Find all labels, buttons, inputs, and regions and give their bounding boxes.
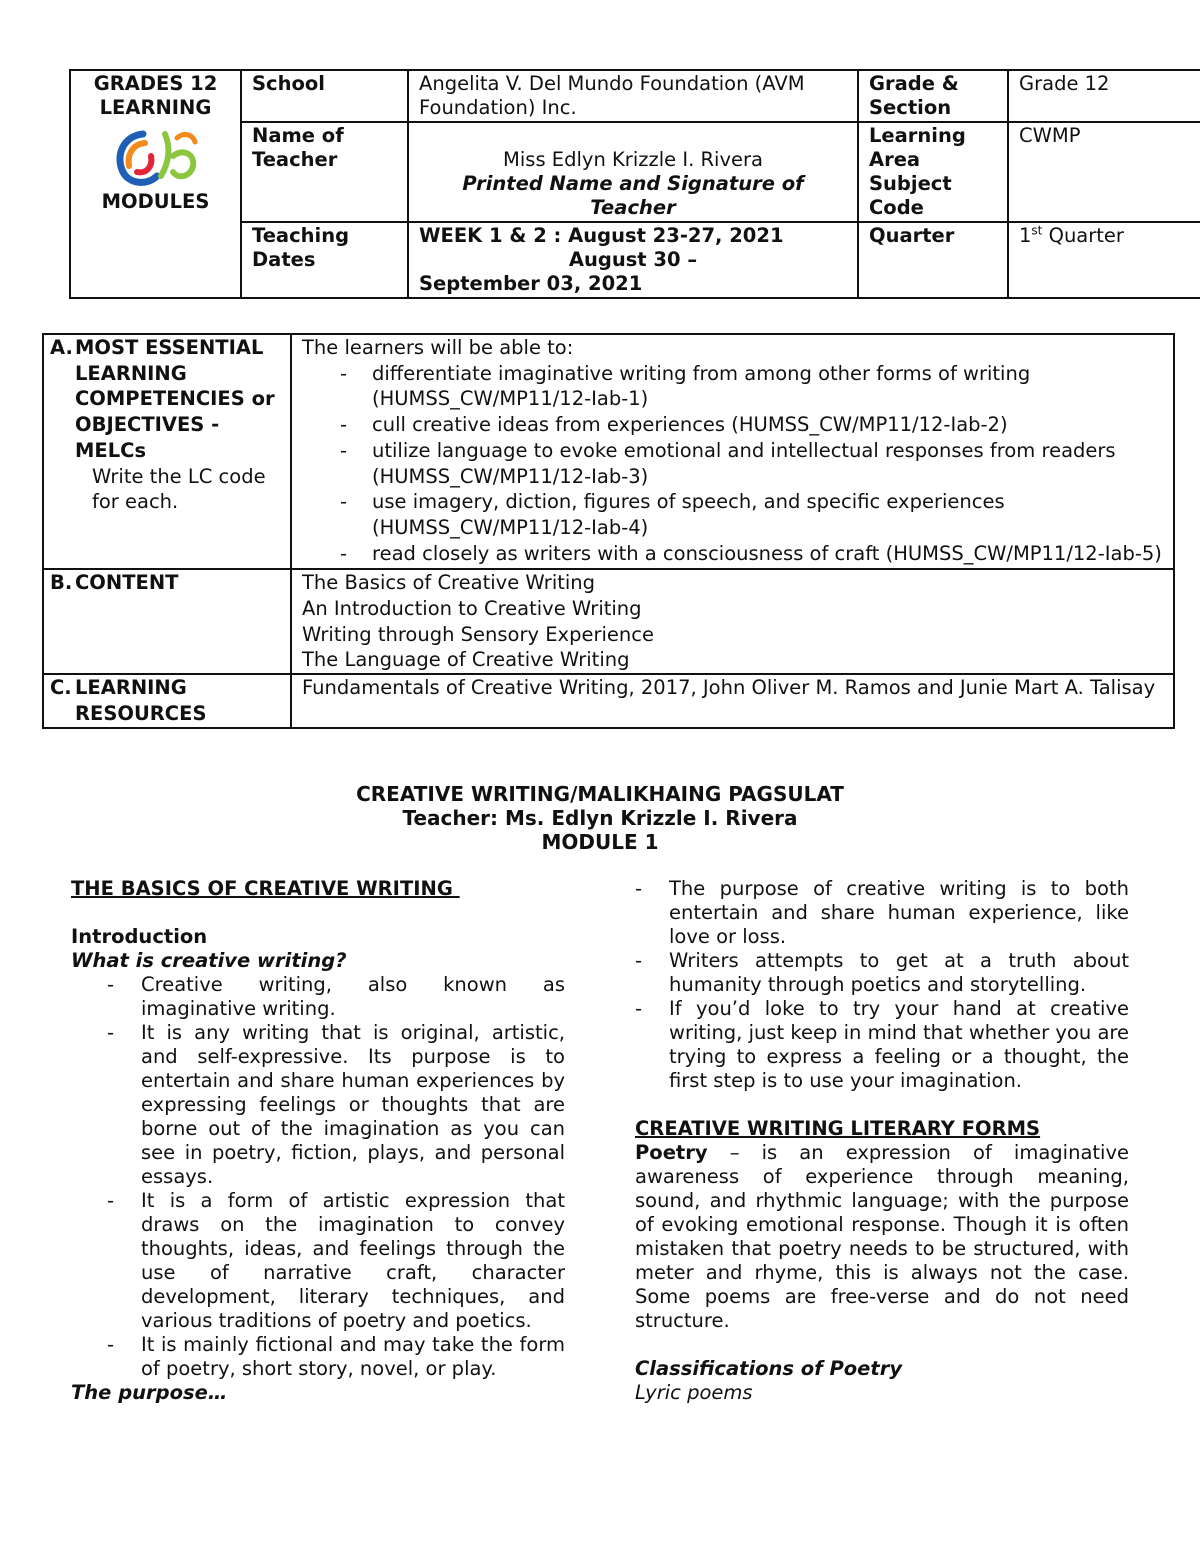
content-item: The Language of Creative Writing <box>302 648 630 672</box>
purpose-item: - If you’d loke to try your hand at creative writing, just keep in mind that whether you are trying to express a feeling or a thought, the first step is to use your imagination. <box>635 997 1129 1092</box>
content-cell <box>291 569 1174 674</box>
teaching-dates-line-2: August 30 – <box>568 248 698 271</box>
content-item: Writing through Sensory Experience <box>302 622 654 646</box>
module-title-block <box>0 782 1200 854</box>
objective-item: - read closely as writers with a consciousness of craft (HUMSS_CW/MP11/12-Iab-5) <box>340 541 1162 565</box>
definition-list <box>71 973 565 1381</box>
poetry-text: – is an expression of imaginative awareness of experience through meaning, sound, and rhythmic language; with the purpose of evoking emotional response. Though it is often mistaken that poetry needs to be structured, with meter and rhyme, this is always not the case. Some poems are free-verse and do not need structure. <box>635 1141 1129 1332</box>
teacher-name: Miss Edlyn Krizzle I. Rivera <box>503 148 763 171</box>
section-c-label: LEARNING RESOURCES <box>75 676 207 725</box>
teaching-dates-line-3: September 03, 2021 <box>419 272 643 295</box>
objectives-list <box>302 361 1163 567</box>
header-table <box>69 69 1200 299</box>
module-teacher: Teacher: Ms. Edlyn Krizzle I. Rivera <box>402 806 798 830</box>
purpose-item: - The purpose of creative writing is to both entertain and share human experience, like love or loss. <box>635 877 1129 948</box>
teacher-caption: Printed Name and Signature of Teacher <box>462 172 804 219</box>
section-c-letter: C. <box>50 676 72 700</box>
teaching-dates-cell <box>408 222 858 298</box>
learning-area-value: CWMP <box>1008 122 1200 222</box>
definition-item: - Creative writing, also known as imaginative writing. <box>107 973 565 1020</box>
poetry-definition <box>635 1141 1129 1333</box>
logo-line-3: MODULES <box>101 190 210 213</box>
poetry-term: Poetry <box>635 1141 708 1164</box>
teacher-label: Name of Teacher <box>241 122 408 222</box>
teaching-dates-line-1: WEEK 1 & 2 : August 23-27, 2021 <box>419 224 784 247</box>
definition-item: - It is mainly fictional and may take the form of poetry, short story, novel, or play. <box>107 1333 565 1380</box>
introduction-heading: Introduction <box>71 925 208 948</box>
objective-item: - cull creative ideas from experiences (HUMSS_CW/MP11/12-Iab-2) <box>340 413 1008 437</box>
purpose-list <box>635 877 1129 1093</box>
quarter-suffix: st <box>1031 223 1043 238</box>
logo-line-2: LEARNING <box>99 96 212 119</box>
lyric-poems-label: Lyric poems <box>635 1381 753 1404</box>
objectives-intro: The learners will be able to: <box>302 336 574 359</box>
basics-heading: THE BASICS OF CREATIVE WRITING <box>71 877 460 900</box>
resources-label-cell <box>43 674 291 727</box>
quarter-word: Quarter <box>1042 224 1124 247</box>
quarter-label: Quarter <box>858 222 1008 298</box>
section-a-letter: A. <box>50 336 73 359</box>
grade-section-label: Grade & Section <box>858 70 1008 122</box>
deped-logo-icon <box>113 126 199 188</box>
lc-code-note: Write the LC code for each. <box>92 464 266 514</box>
quarter-number: 1 <box>1019 224 1032 247</box>
logo-line-1: GRADES 12 <box>93 72 218 95</box>
definition-item: - It is a form of artistic expression that draws on the imagination to convey thoughts, ideas, and feelings through the use of narrative craft, character development, literary techniques, and various traditions of poetry and poetics. <box>107 1189 565 1332</box>
left-column <box>71 877 565 1405</box>
literary-forms-heading: CREATIVE WRITING LITERARY FORMS <box>635 1117 1041 1140</box>
learning-area-label: Learning Area Subject Code <box>858 122 1008 222</box>
objective-item: - use imagery, diction, figures of speech, and specific experiences (HUMSS_CW/MP11/12-Iab-4) <box>340 490 1005 539</box>
teacher-cell <box>408 122 858 222</box>
section-b-letter: B. <box>50 571 73 595</box>
module-subject-title: CREATIVE WRITING/MALIKHAING PAGSULAT <box>356 782 844 806</box>
grade-section-value: Grade 12 <box>1008 70 1200 122</box>
logo-cell <box>70 70 241 298</box>
melc-table <box>42 333 1175 729</box>
objective-item: - utilize language to evoke emotional and intellectual responses from readers (HUMSS_CW/MP11/12-Iab-3) <box>340 438 1116 488</box>
quarter-value <box>1008 222 1200 298</box>
purpose-heading: The purpose… <box>71 1381 228 1404</box>
right-column <box>635 877 1129 1405</box>
content-label-cell <box>43 569 291 674</box>
definition-item: - It is any writing that is original, artistic, and self-expressive. Its purpose is to entertain and share human experiences by expressing feelings or thoughts that are borne out of the imagination as you can see in poetry, fiction, plays, and personal essays. <box>107 1021 565 1188</box>
objective-item: - differentiate imaginative writing from among other forms of writing (HUMSS_CW/MP11/12-Iab-1) <box>340 361 1031 411</box>
content-item: An Introduction to Creative Writing <box>302 597 642 621</box>
content-item: The Basics of Creative Writing <box>302 571 596 595</box>
section-b-label: CONTENT <box>75 571 179 595</box>
school-value: Angelita V. Del Mundo Foundation (AVM Foundation) Inc. <box>408 70 858 122</box>
melc-label-cell <box>43 334 291 569</box>
school-label: School <box>241 70 408 122</box>
melc-objectives-cell <box>291 334 1174 569</box>
section-a-label: MOST ESSENTIAL LEARNING COMPETENCIES or OBJECTIVES - MELCs <box>75 336 275 462</box>
classifications-heading: Classifications of Poetry <box>635 1357 903 1380</box>
purpose-item: - Writers attempts to get at a truth about humanity through poetics and storytelling. <box>635 949 1129 996</box>
module-number: MODULE 1 <box>541 830 659 854</box>
teaching-dates-label: Teaching Dates <box>241 222 408 298</box>
what-is-question: What is creative writing? <box>71 949 347 972</box>
resources-value: Fundamentals of Creative Writing, 2017, John Oliver M. Ramos and Junie Mart A. Talisay <box>291 674 1174 727</box>
